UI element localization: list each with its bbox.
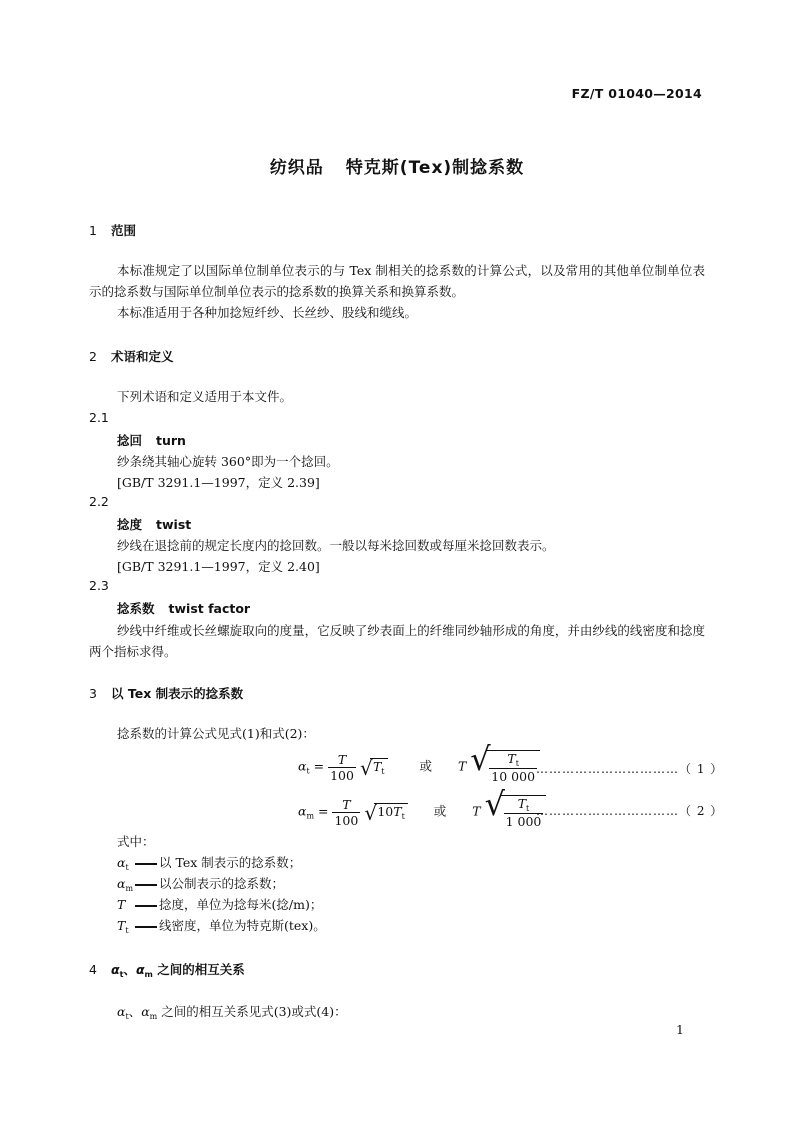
term-definition: 纱线在退捻前的规定长度内的捻回数。一般以每米捻回数或每厘米捻回数表示。 xyxy=(117,538,555,553)
section-4-intro: $\alpha_t$、$\alpha_m$ 之间的相互关系见式(3)或式(4)： xyxy=(117,1004,347,1021)
section-1-heading: 1 范围 xyxy=(89,223,137,238)
term-number: 2.1 xyxy=(89,410,109,425)
term-definition: 纱线中纤维或长丝螺旋取向的度量，它反映了纱表面上的纤维同纱轴形成的角度，并由纱线的线密度和捻度两个指标求得。 xyxy=(89,623,705,659)
square-root: √ $T_t$ xyxy=(360,758,388,776)
section-2-intro: 下列术语和定义适用于本文件。 xyxy=(117,389,293,404)
symbol-definition: $T_t$ 线密度，单位为特克斯(tex)。 xyxy=(117,918,326,935)
title-part1: 纺织品 xyxy=(269,158,324,178)
symbol-definition: $\alpha_m$ 以公制表示的捻系数； xyxy=(117,876,285,893)
term-reference: [GB/T 3291.1—1997，定义 2.40] xyxy=(117,559,320,574)
section-3-intro: 捻系数的计算公式见式(1)和式(2)： xyxy=(117,726,315,741)
where-label: 式中： xyxy=(117,834,155,849)
section-2-heading: 2 术语和定义 xyxy=(89,349,174,364)
section-1-para-1: 本标准规定了以国际单位制单位表示的与 Tex 制相关的捻系数的计算公式，以及常用的其他单位制单位表示的捻系数与国际单位制单位表示的捻系数的换算关系和换算系数。 xyxy=(89,263,705,299)
document-title xyxy=(0,153,794,178)
term-reference: [GB/T 3291.1—1997，定义 2.39] xyxy=(117,475,320,490)
section-1-para-2: 本标准适用于各种加捻短纤纱、长丝纱、股线和缆线。 xyxy=(117,305,418,320)
square-root: √ $\frac{T_t}{10 000}$ xyxy=(470,750,540,784)
section-4-heading: 4 $\alpha_t$、$\alpha_m$ 之间的相互关系 xyxy=(89,962,245,979)
formula-2-label: ……………………………（ 2 ） xyxy=(536,804,724,818)
fraction: $\frac{T}{100}$ xyxy=(330,751,354,783)
square-root: √ $\frac{T_t}{1 000}$ xyxy=(485,795,547,829)
formula-2: $\alpha_m$ = $\frac{T}{100}$ √ $10T_t$ 或 T √ $\frac{T_t}{1 000}$ xyxy=(298,795,546,829)
formula-1-label: ……………………………（ 1 ） xyxy=(536,762,724,776)
page-number: 1 xyxy=(676,1022,684,1037)
term-number: 2.3 xyxy=(89,578,109,593)
formula-1: $\alpha_t$ = $\frac{T}{100}$ √ $T_t$ 或 T √ $\frac{T_t}{10 000}$ xyxy=(298,750,540,784)
square-root: √ $10T_t$ xyxy=(364,803,407,821)
title-part2: 特克斯(Tex)制捻系数 xyxy=(345,158,525,178)
section-3-heading: 3 以 Tex 制表示的捻系数 xyxy=(89,686,244,701)
term-heading: 捻度 twist xyxy=(117,517,192,532)
standard-code: FZ/T 01040—2014 xyxy=(571,86,702,101)
term-number: 2.2 xyxy=(89,494,109,509)
fraction: $\frac{T}{100}$ xyxy=(334,796,359,828)
symbol-definition: $\alpha_t$ 以 Tex 制表示的捻系数； xyxy=(117,855,302,872)
term-heading: 捻回 turn xyxy=(117,433,186,448)
term-heading: 捻系数 twist factor xyxy=(117,601,251,616)
term-definition: 纱条绕其轴心旋转 360°即为一个捻回。 xyxy=(117,454,339,469)
symbol-definition: T 捻度，单位为捻每米(捻/m)； xyxy=(117,897,323,912)
